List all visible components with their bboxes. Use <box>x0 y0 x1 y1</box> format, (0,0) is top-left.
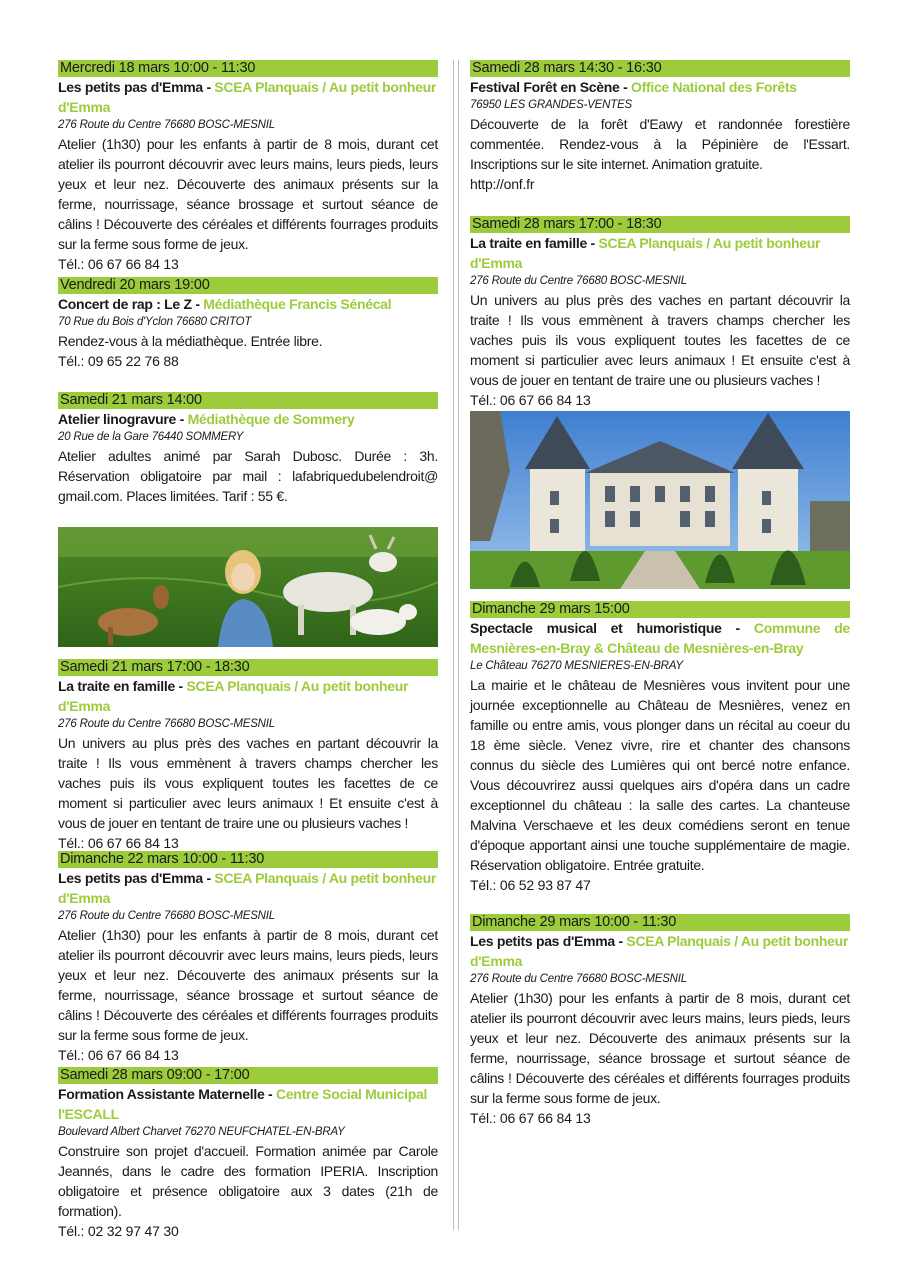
title-separator: - <box>174 678 187 694</box>
event-description: Un univers au plus près des vaches en partant découvrir la traite ! Ils vous emmènent à travers champs chercher les vaches puis ils vous expliquent toutes les facettes de ce moment si particulier avec leurs animaux ! Et ensuite c'est à vous de jouer en tentant de traire une ou plusieurs vaches ! <box>470 292 850 388</box>
event-title: Les petits pas d'Emma <box>58 870 203 886</box>
event-phone: Tél.: 06 67 66 84 13 <box>470 1110 591 1126</box>
event-date-bar: Samedi 28 mars 14:30 - 16:30 <box>470 60 850 77</box>
chateau-photo <box>470 411 850 589</box>
event-title-line <box>58 77 438 117</box>
event-address: Le Château 76270 MESNIERES-EN-BRAY <box>470 660 683 672</box>
event-address: 276 Route du Centre 76680 BOSC-MESNIL <box>58 910 275 922</box>
event-address: 20 Rue de la Gare 76440 SOMMERY <box>58 431 244 443</box>
event-title-line <box>58 409 438 429</box>
event-title: Spectacle musical et humoristique <box>470 620 722 636</box>
event-date-bar: Dimanche 29 mars 15:00 <box>470 601 850 618</box>
goats-child-photo <box>58 527 438 647</box>
event-date-bar: Samedi 21 mars 17:00 - 18:30 <box>58 659 438 676</box>
event-title-line <box>58 1084 438 1124</box>
event-address: 276 Route du Centre 76680 BOSC-MESNIL <box>470 973 687 985</box>
event-date-bar: Samedi 28 mars 17:00 - 18:30 <box>470 216 850 233</box>
column-divider <box>453 60 459 1230</box>
event-description: Un univers au plus près des vaches en partant découvrir la traite ! Ils vous emmènent à travers champs chercher les vaches puis ils vous expliquent toutes les facettes de ce moment si particulier avec leurs animaux ! Et ensuite c'est à vous de jouer en tentant de traire une ou plusieurs vaches ! <box>58 735 438 831</box>
event-date-bar: Vendredi 20 mars 19:00 <box>58 277 438 294</box>
title-separator: - <box>614 933 627 949</box>
event-phone: Tél.: 06 52 93 87 47 <box>470 877 591 893</box>
event-venue: SCEA Planquais / Au petit bonheur d'Emma <box>58 870 437 906</box>
event-phone: Tél.: 06 67 66 84 13 <box>58 256 179 272</box>
event-phone: Tél.: 06 67 66 84 13 <box>58 835 179 851</box>
event-title-line <box>470 77 850 97</box>
event-title-line <box>58 676 438 716</box>
title-separator: - <box>176 411 188 427</box>
event-phone: Tél.: 06 67 66 84 13 <box>58 1047 179 1063</box>
event-title: Concert de rap : Le Z <box>58 296 192 312</box>
event-date-bar: Dimanche 29 mars 10:00 - 11:30 <box>470 914 850 931</box>
event-title-line <box>470 618 850 658</box>
event-date-bar: Mercredi 18 mars 10:00 - 11:30 <box>58 60 438 77</box>
event-venue: Médiathèque Francis Sénécal <box>203 296 392 312</box>
event-address: 276 Route du Centre 76680 BOSC-MESNIL <box>58 119 275 131</box>
event-card <box>58 1067 438 1241</box>
event-title: Formation Assistante Maternelle <box>58 1086 265 1102</box>
event-address: 276 Route du Centre 76680 BOSC-MESNIL <box>470 275 687 287</box>
event-description: Atelier (1h30) pour les enfants à partir de 8 mois, durant cet atelier ils pourront découvrir avec leurs mains, leurs pieds, leurs yeux et leur nez. Découverte des animaux présents sur la ferme, nourrissage, séance brossage et surtout séance de câlins ! Découverte des céréales et différents fourrages produits sur la ferme sous forme de jeux. <box>470 990 850 1106</box>
event-venue: SCEA Planquais / Au petit bonheur d'Emma <box>470 235 821 271</box>
event-card <box>58 392 438 506</box>
event-description: Atelier (1h30) pour les enfants à partir de 8 mois, durant cet atelier ils pourront découvrir avec leurs mains, leurs pieds, leurs yeux et leur nez. Découverte des animaux présents sur la ferme, nourrissage, séance brossage et surtout séance de câlins ! Découverte des céréales et différents fourrages produits sur la ferme sous forme de jeux. <box>58 927 438 1043</box>
event-description: Construire son projet d'accueil. Formation animée par Carole Jeannés, dans le cadre des formation IPERIA. Inscription obligatoire et présence obligatoire aux 3 dates (21h de formation). <box>58 1143 438 1219</box>
event-title-line <box>470 931 850 971</box>
event-title: Festival Forêt en Scène <box>470 79 620 95</box>
event-description: Découverte de la forêt d'Eawy et randonnée forestière commentée. Rendez-vous à la Pépinière de l'Essart. Inscriptions sur le site internet. Animation gratuite. <box>470 116 850 172</box>
title-separator: - <box>264 1086 277 1102</box>
event-description: Atelier adultes animé par Sarah Dubosc. Durée : 3h. Réservation obligatoire par mail : lafabriquedubelendroit@ gmail.com. Places limitées. Tarif : 55 €. <box>58 448 438 504</box>
event-venue: Commune de Mesnières-en-Bray & Château de Mesnières-en-Bray <box>470 620 850 656</box>
event-address: Boulevard Albert Charvet 76270 NEUFCHATEL-EN-BRAY <box>58 1126 345 1138</box>
event-description: Atelier (1h30) pour les enfants à partir de 8 mois, durant cet atelier ils pourront découvrir avec leurs mains, leurs pieds, leurs yeux et leur nez. Découverte des animaux présents sur la ferme, nourrissage, séance brossage et surtout séance de câlins ! Découverte des céréales et différents fourrages produits sur la ferme sous forme de jeux. <box>58 136 438 252</box>
title-separator: - <box>202 870 215 886</box>
title-separator: - <box>191 296 204 312</box>
event-phone: Tél.: 06 67 66 84 13 <box>470 392 591 408</box>
event-title: Atelier linogravure <box>58 411 177 427</box>
event-address: 276 Route du Centre 76680 BOSC-MESNIL <box>58 718 275 730</box>
event-title-line <box>58 868 438 908</box>
event-title-line <box>58 294 438 314</box>
title-separator: - <box>721 620 754 636</box>
event-phone: Tél.: 09 65 22 76 88 <box>58 353 179 369</box>
event-website-link[interactable]: http://onf.fr <box>470 176 535 192</box>
event-date-bar: Samedi 21 mars 14:00 <box>58 392 438 409</box>
event-venue: SCEA Planquais / Au petit bonheur d'Emma <box>58 79 437 115</box>
event-phone: Tél.: 02 32 97 47 30 <box>58 1223 179 1239</box>
event-description: La mairie et le château de Mesnières vous invitent pour une journée exceptionnelle au Château de Mesnières, venez en famille ou entre amis, vous plonger dans un récital au coeur du 18 ème siècle. Venez vivre, rire et chanter des chansons connus du siècle des Lumières qui ont bercé notre enfance. Vous découvrirez aussi quelques airs d'opéra dans un cadre exceptionnel du château : la salle des cartes. La chanteuse Malvina Verschaeve et les deux comédiens seront en tenue d'époque apportant ainsi une touche supplémentaire de magie. Réservation obligatoire. Entrée gratuite. <box>470 677 850 873</box>
event-card <box>470 914 850 1128</box>
event-card <box>470 60 850 194</box>
event-title: La traite en famille <box>470 235 587 251</box>
event-card <box>58 60 438 274</box>
event-address: 70 Rue du Bois d'Yclon 76680 CRITOT <box>58 316 252 328</box>
event-card <box>58 659 438 853</box>
event-venue: SCEA Planquais / Au petit bonheur d'Emma <box>470 933 849 969</box>
event-title: Les petits pas d'Emma <box>58 79 203 95</box>
event-title: La traite en famille <box>58 678 175 694</box>
event-venue: Centre Social Municipal l'ESCALL <box>58 1086 428 1122</box>
event-venue: Office National des Forêts <box>631 79 797 95</box>
event-title: Les petits pas d'Emma <box>470 933 615 949</box>
title-separator: - <box>586 235 599 251</box>
event-venue: SCEA Planquais / Au petit bonheur d'Emma <box>58 678 409 714</box>
event-address: 76950 LES GRANDES-VENTES <box>470 99 633 111</box>
event-card <box>470 216 850 410</box>
event-card <box>58 277 438 371</box>
event-venue: Médiathèque de Sommery <box>187 411 355 427</box>
event-card <box>470 601 850 895</box>
title-separator: - <box>619 79 632 95</box>
event-card <box>58 851 438 1065</box>
event-date-bar: Samedi 28 mars 09:00 - 17:00 <box>58 1067 438 1084</box>
event-date-bar: Dimanche 22 mars 10:00 - 11:30 <box>58 851 438 868</box>
event-title-line <box>470 233 850 273</box>
event-description: Rendez-vous à la médiathèque. Entrée libre. <box>58 333 323 349</box>
title-separator: - <box>202 79 215 95</box>
